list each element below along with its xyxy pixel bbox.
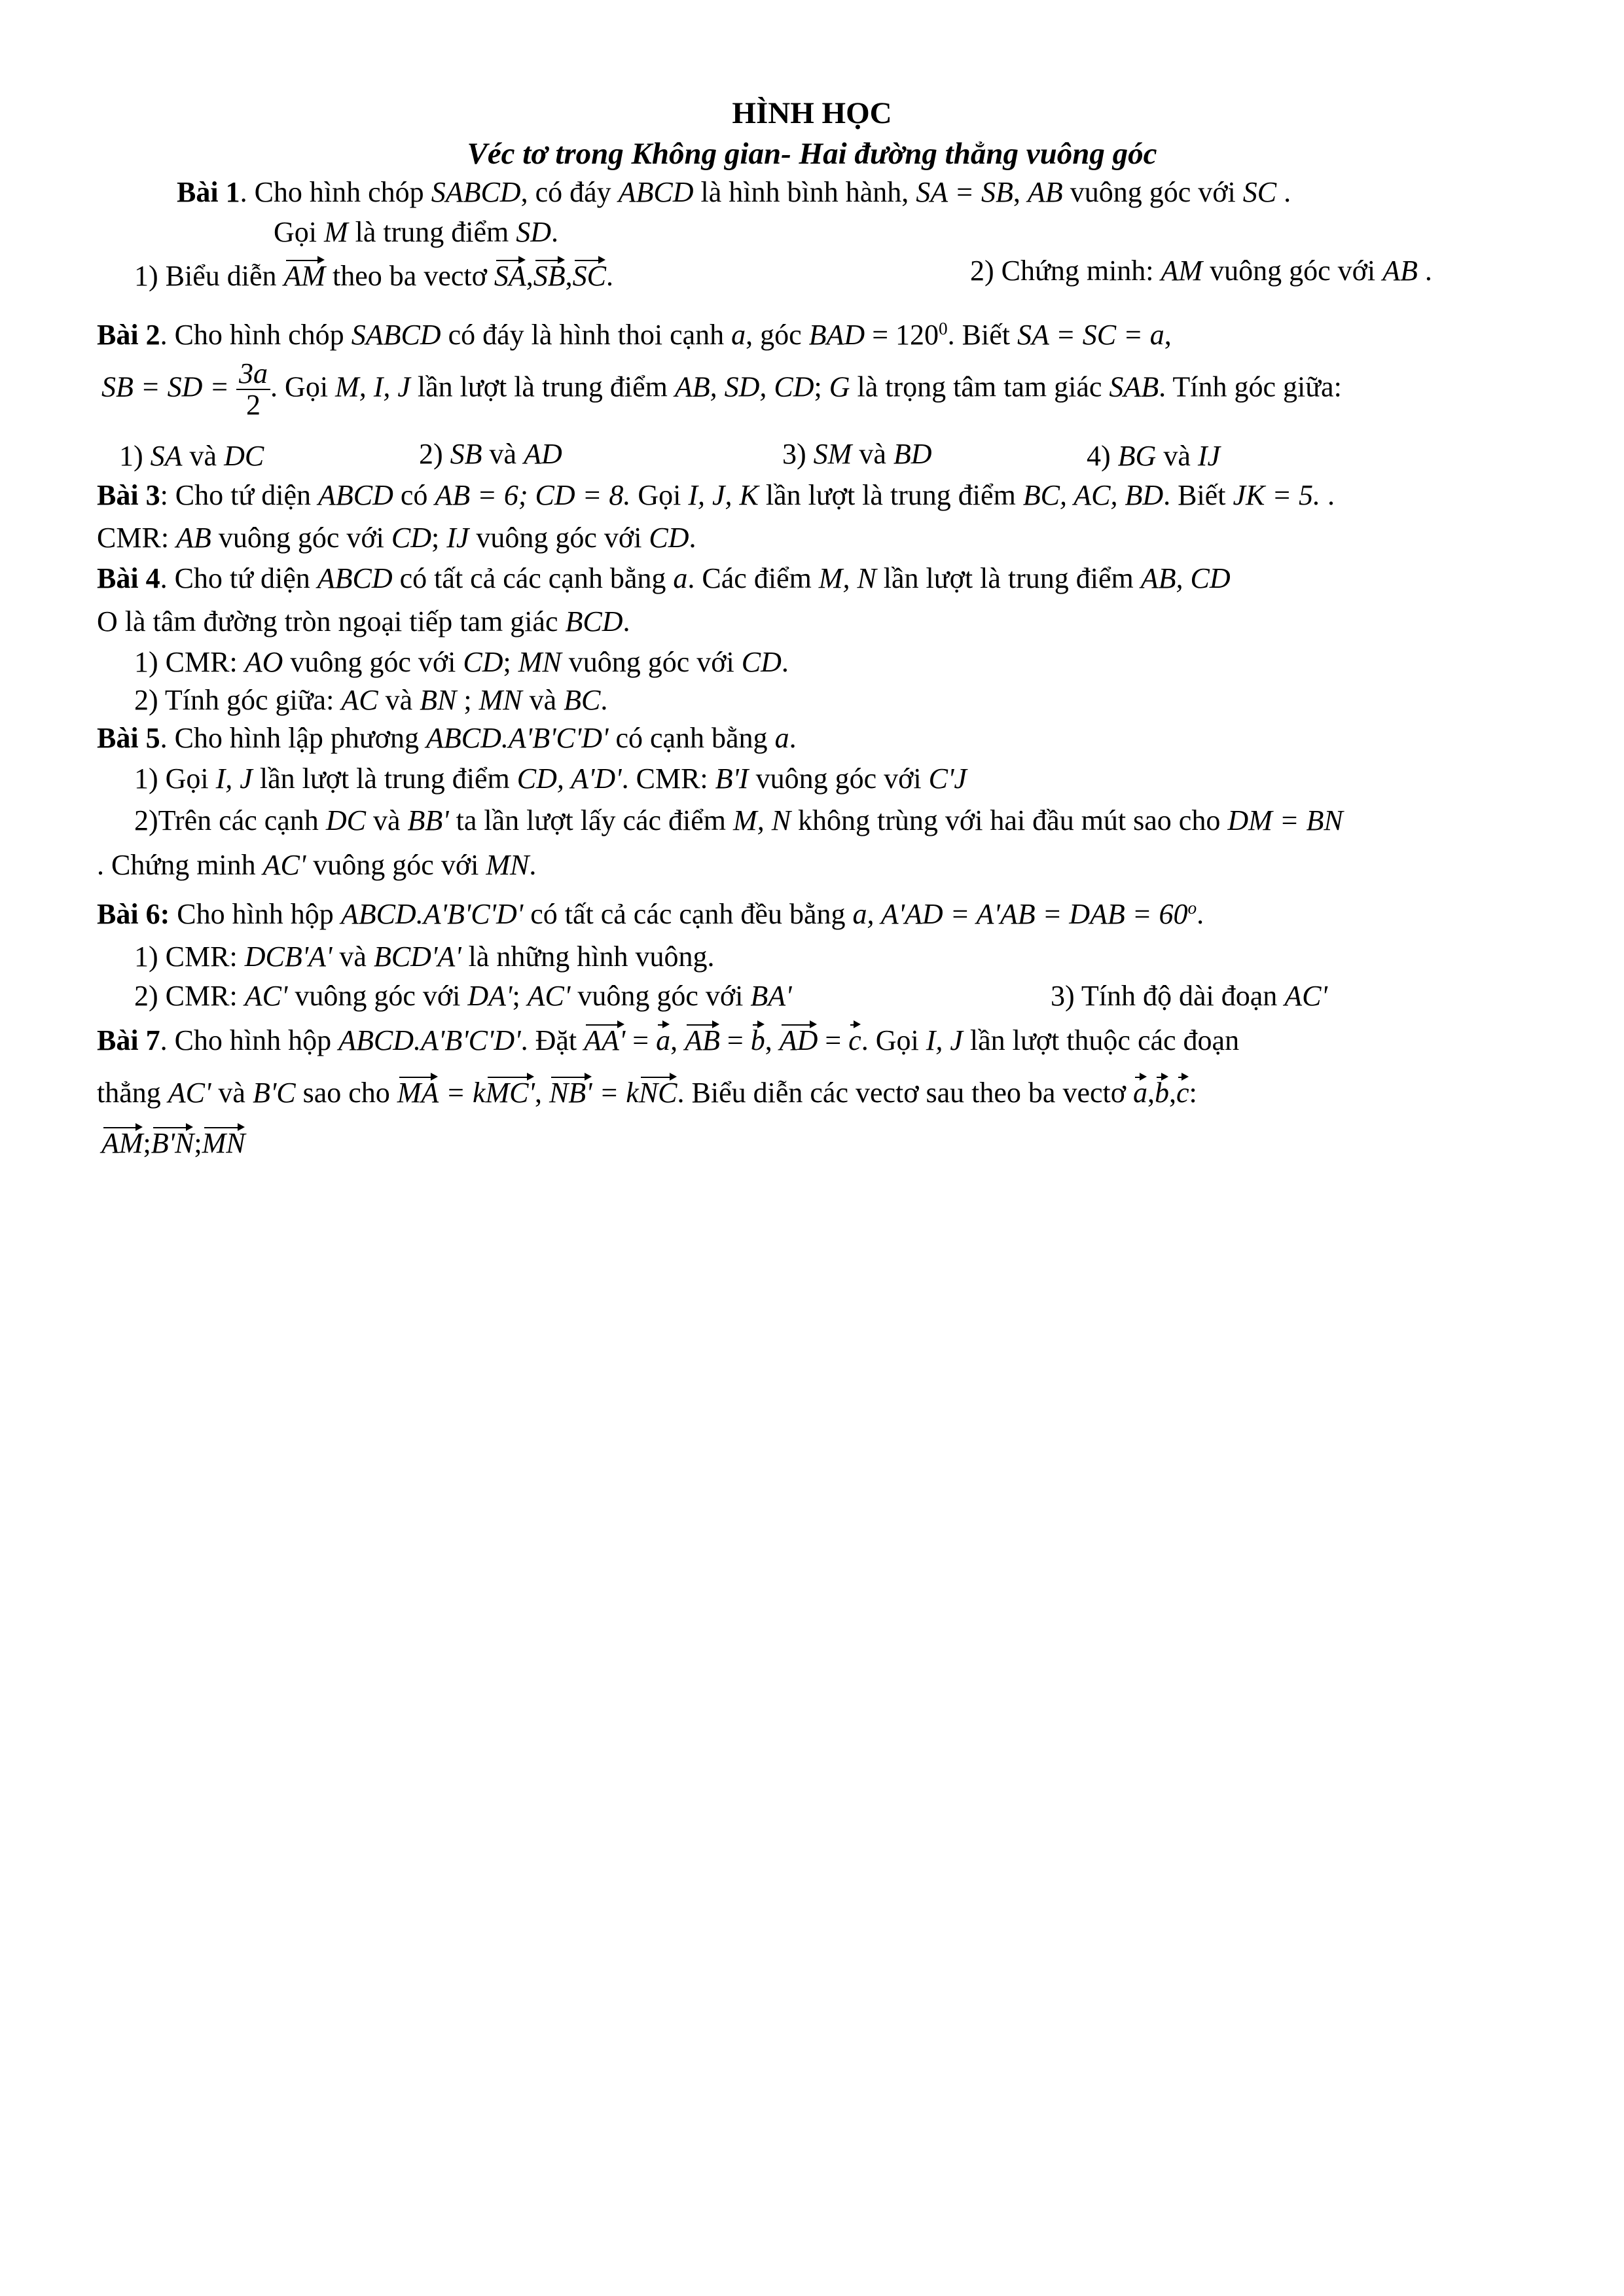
bai-2-line-1: Bài 2. Cho hình chóp SABCD có đáy là hình thoi cạnh a, góc BAD = $120^0$. Biết SA = SC = a, — [97, 319, 1172, 351]
bai-7-line-3: AM;B'N;MN — [101, 1127, 245, 1159]
bai-5-question-2: 2)Trên các cạnh DC và BB' ta lần lượt lấy các điểm M, N không trùng với hai đầu mút sao cho DM = BN — [134, 804, 1343, 836]
bai-3-line-2: CMR: AB vuông góc với CD; IJ vuông góc với CD. — [97, 522, 696, 554]
bai-4-line-1: Bài 4. Cho tứ diện ABCD có tất cả các cạnh bằng a. Các điểm M, N lần lượt là trung điểm AB, CD — [97, 562, 1231, 594]
page-subtitle: Véc tơ trong Không gian- Hai đường thẳng vuông góc — [467, 137, 1157, 171]
bai-2-question-1: 1) SA và DC — [119, 440, 264, 472]
bai-2-line-2: SB = SD = $\frac{3a}{2}$ . Gọi M, I, J lần lượt là trung điểm AB, SD, CD; G là trọng tâm tam giác SAB. Tính góc giữa: — [101, 357, 1342, 422]
bai-5-question-1: 1) Gọi I, J lần lượt là trung điểm CD, A'D'. CMR: B'I vuông góc với C'J — [134, 762, 967, 795]
bai-1-question-2: 2) Chứng minh: AM vuông góc với AB . — [970, 255, 1432, 287]
bai-6-question-3: 3) Tính độ dài đoạn AC' — [1051, 980, 1327, 1012]
bai-4-question-2: 2) Tính góc giữa: AC và BN ; MN và BC. — [134, 684, 608, 716]
bai-3-line-1: Bài 3: Cho tứ diện ABCD có AB = 6; CD = 8. Gọi I, J, K lần lượt là trung điểm BC, AC, BD. Biết JK = 5. . — [97, 479, 1335, 511]
bai-7-line-1: Bài 7. Cho hình hộp ABCD.A'B'C'D'. Đặt AA' = a, AB = b, AD = c. Gọi I, J lần lượt thuộc các đoạn — [97, 1024, 1240, 1056]
fraction-3a-over-2: $\frac{3a}{2}$ — [236, 359, 270, 420]
bai-5-question-2-cont: . Chứng minh AC' vuông góc với MN. — [97, 849, 537, 881]
bai-1-line-1: Bài 1. Cho hình chóp SABCD, có đáy ABCD là hình bình hành, SA = SB, AB vuông góc với SC . — [177, 176, 1291, 208]
bai-4-line-2: O là tâm đường tròn ngoại tiếp tam giác BCD. — [97, 605, 630, 637]
bai-2-question-2: 2) SB và AD — [419, 438, 562, 470]
page-title: HÌNH HỌC — [732, 96, 892, 130]
bai-2-question-4: 4) BG và IJ — [1087, 440, 1221, 472]
bai-5-line-1: Bài 5. Cho hình lập phương ABCD.A'B'C'D' có cạnh bằng a. — [97, 722, 797, 754]
bai-6-line-1: Bài 6: Cho hình hộp ABCD.A'B'C'D' có tất cả các cạnh đều bằng a, A'AD = A'AB = DAB = $60^o$. — [97, 898, 1204, 930]
bai-1-question-1: 1) Biểu diễn AM theo ba vectơ SA,SB,SC. — [134, 260, 614, 292]
bai-6-question-2: 2) CMR: AC' vuông góc với DA'; AC' vuông góc với BA' — [134, 980, 792, 1012]
bai-6-question-1: 1) CMR: DCB'A' và BCD'A' là những hình vuông. — [134, 941, 715, 973]
bai-4-question-1: 1) CMR: AO vuông góc với CD; MN vuông góc với CD. — [134, 646, 789, 678]
bai-7-line-2: thẳng AC' và B'C sao cho MA = kMC', NB' = kNC. Biểu diễn các vectơ sau theo ba vectơ a,b,c: — [97, 1077, 1197, 1109]
bai-1-line-2: Gọi M là trung điểm SD. — [274, 216, 559, 248]
bai-2-question-3: 3) SM và BD — [782, 438, 932, 470]
